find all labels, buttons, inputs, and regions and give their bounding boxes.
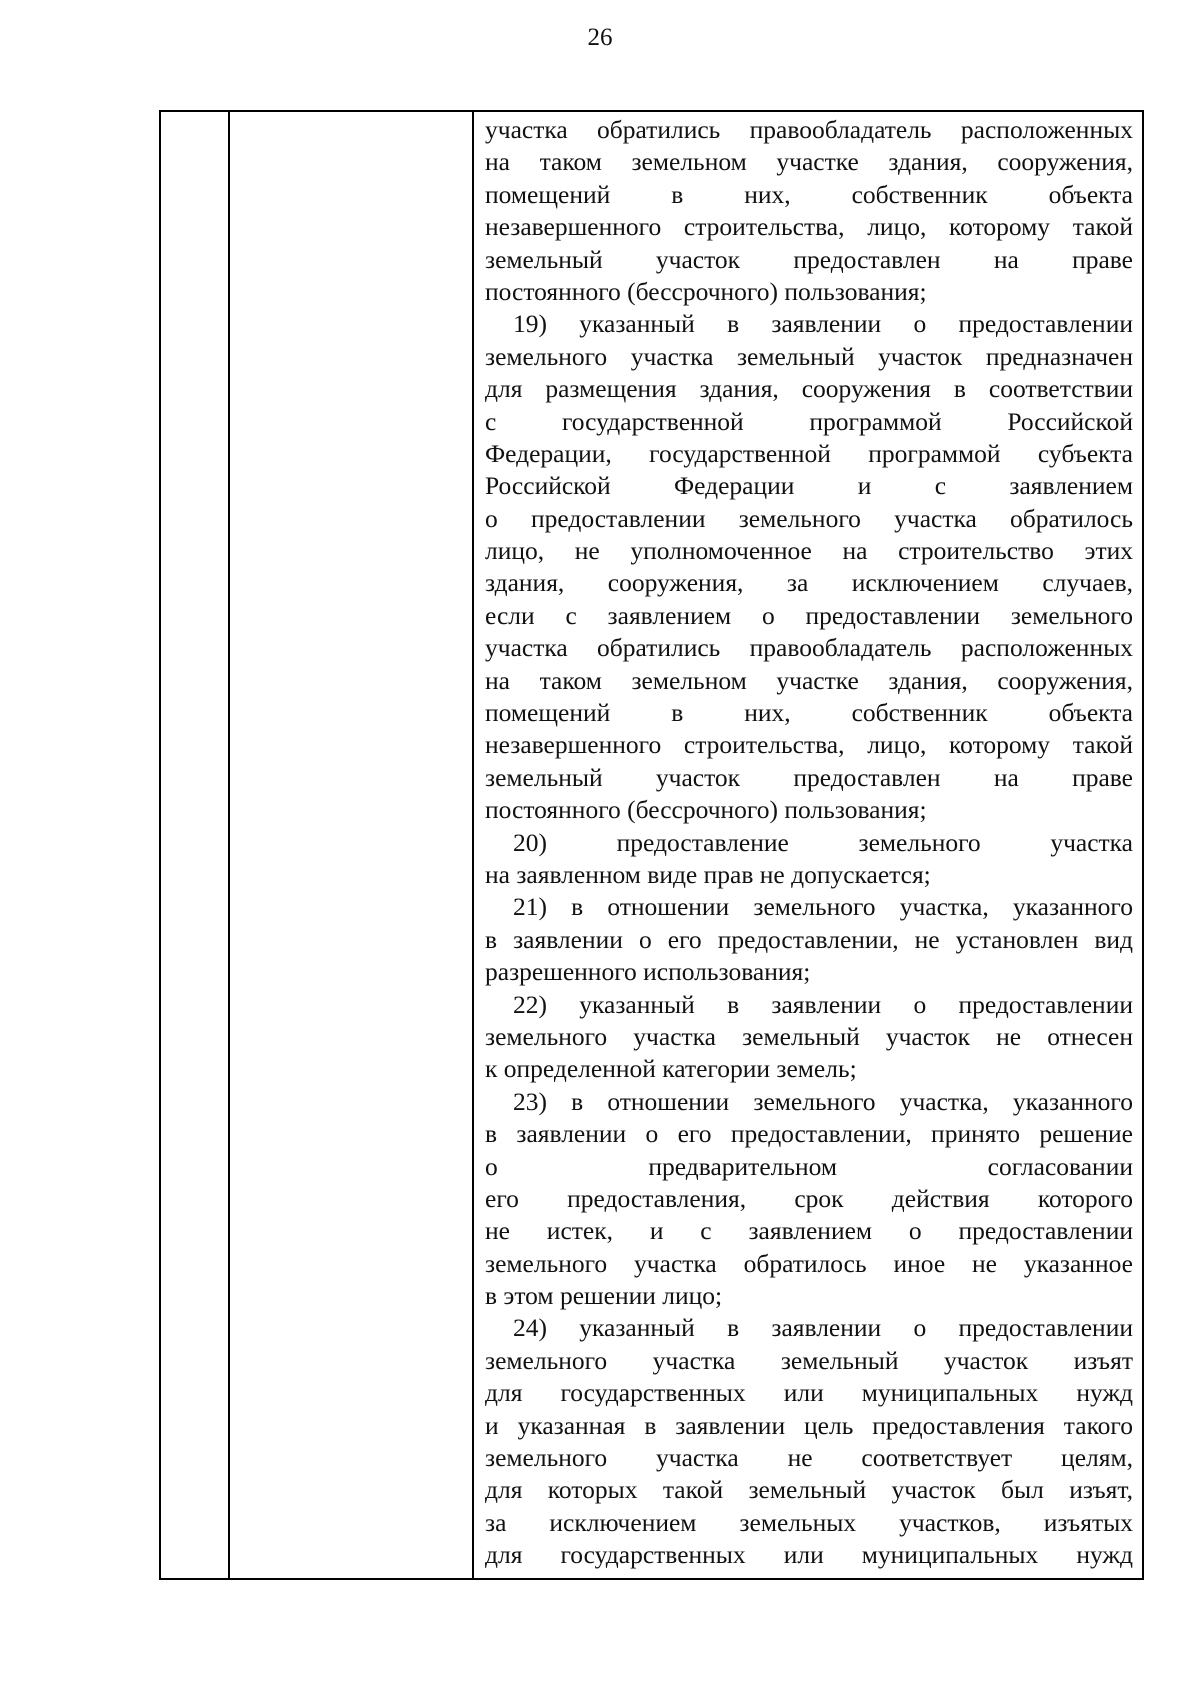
- text-line: и указанная в заявлении цель предоставления такого: [485, 1410, 1133, 1440]
- text-line: для государственных или муниципальных нужд: [485, 1540, 1133, 1570]
- text-line: незавершенного строительства, лицо, которому такой: [485, 212, 1133, 242]
- text-line: не истек, и с заявлением о предоставлении: [485, 1216, 1133, 1246]
- table-column-divider-1: [228, 112, 230, 1578]
- text-line: земельного участка обратилось иное не указанное: [485, 1248, 1133, 1278]
- text-line: 21) в отношении земельного участка, указанного: [513, 892, 1133, 922]
- text-line: за исключением земельных участков, изъятых: [485, 1507, 1133, 1537]
- text-line: для размещения здания, сооружения в соответствии: [485, 374, 1133, 404]
- text-line: 20) предоставление земельного участка: [513, 827, 1133, 857]
- text-line: 19) указанный в заявлении о предоставлении: [513, 309, 1133, 339]
- text-line: на таком земельном участке здания, сооружения,: [485, 147, 1133, 177]
- text-line: о предоставлении земельного участка обратилось: [485, 503, 1133, 533]
- text-line: на таком земельном участке здания, сооружения,: [485, 665, 1133, 695]
- text-line: Российской Федерации и с заявлением: [485, 471, 1133, 501]
- text-line: постоянного (бессрочного) пользования;: [485, 795, 927, 825]
- text-line: в заявлении о его предоставлении, принято решение: [485, 1119, 1133, 1149]
- table-text-cell: [485, 114, 1133, 1572]
- text-line: 23) в отношении земельного участка, указанного: [513, 1086, 1133, 1116]
- text-line: земельный участок предоставлен на праве: [485, 762, 1133, 792]
- text-line: к определенной категории земель;: [485, 1054, 857, 1084]
- text-line: участка обратились правообладатель расположенных: [485, 115, 1133, 144]
- text-line: 24) указанный в заявлении о предоставлении: [513, 1313, 1133, 1343]
- text-line: незавершенного строительства, лицо, которому такой: [485, 730, 1133, 760]
- text-line: если с заявлением о предоставлении земельного: [485, 600, 1133, 630]
- text-line: постоянного (бессрочного) пользования;: [485, 276, 927, 306]
- text-line: с государственной программой Российской: [485, 406, 1133, 436]
- text-line: земельный участок предоставлен на праве: [485, 244, 1133, 274]
- text-line: земельного участка земельный участок не отнесен: [485, 1021, 1133, 1051]
- text-line: помещений в них, собственник объекта: [485, 698, 1133, 728]
- text-line: земельного участка земельный участок предназначен: [485, 341, 1133, 371]
- text-line: земельного участка земельный участок изъят: [485, 1345, 1133, 1375]
- text-line: разрешенного использования;: [485, 957, 811, 987]
- text-line: участка обратились правообладатель расположенных: [485, 633, 1133, 663]
- text-line: о предварительном согласовании: [485, 1151, 1133, 1181]
- text-line: в заявлении о его предоставлении, не установлен вид: [485, 924, 1133, 954]
- text-line: для которых такой земельный участок был изъят,: [485, 1475, 1133, 1505]
- text-line: на заявленном виде прав не допускается;: [485, 859, 931, 889]
- text-line: здания, сооружения, за исключением случаев,: [485, 568, 1133, 598]
- text-line: 22) указанный в заявлении о предоставлении: [513, 989, 1133, 1019]
- page-number: 26: [587, 24, 613, 51]
- table-column-divider-2: [472, 112, 474, 1578]
- text-line: лицо, не уполномоченное на строительство этих: [485, 536, 1133, 566]
- text-line: помещений в них, собственник объекта: [485, 179, 1133, 209]
- text-line: земельного участка не соответствует целям,: [485, 1443, 1133, 1473]
- text-line: для государственных или муниципальных нужд: [485, 1378, 1133, 1408]
- document-table: [159, 110, 1144, 1580]
- text-line: в этом решении лицо;: [485, 1281, 723, 1311]
- text-line: Федерации, государственной программой субъекта: [485, 438, 1133, 468]
- text-line: его предоставления, срок действия которого: [485, 1183, 1133, 1213]
